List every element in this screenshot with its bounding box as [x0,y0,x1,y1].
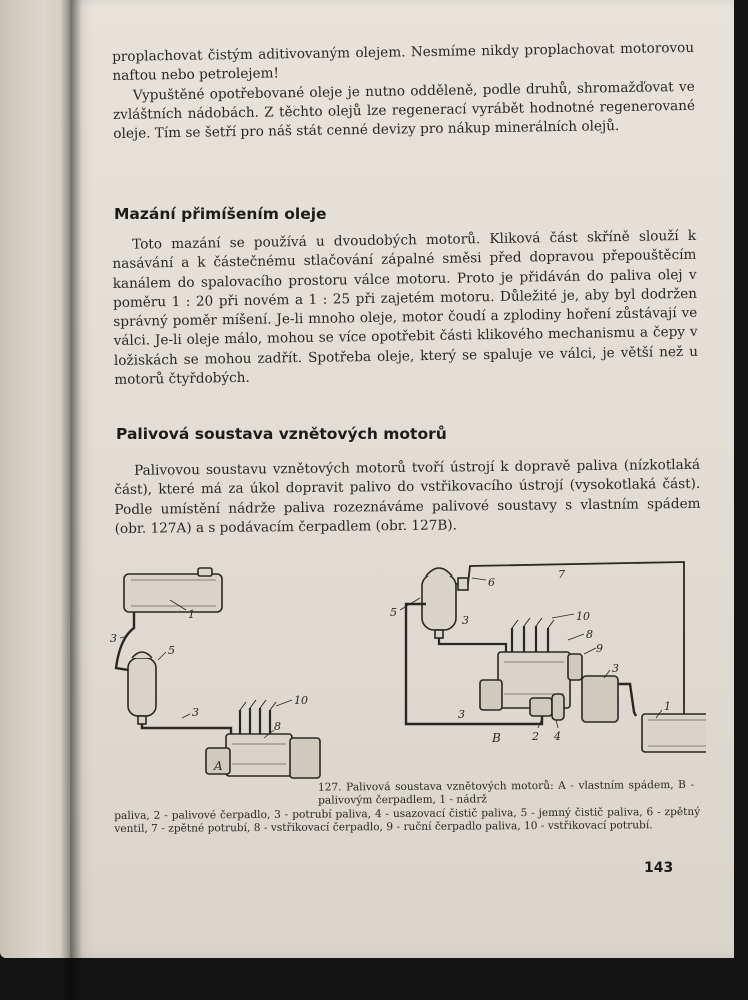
label-a-1: 1 [188,608,195,621]
book-gutter [60,0,82,1000]
tank-cap-a [198,568,212,576]
hand-pump-b [568,654,582,680]
injection-pump-a [226,734,292,776]
heading-oil-mixing: Mazání přimíšením oleje [114,205,327,223]
sediment-filter-b [552,694,564,720]
label-b-3-left: 3 [458,708,465,721]
fuel-pipe-b-filter [439,638,506,654]
label-b-2: 2 [532,730,539,743]
diagram-a [116,568,320,778]
label-a-8: 8 [274,720,281,733]
page-number: 143 [644,860,674,876]
fuel-pipe-a-lower [142,724,231,736]
figure-caption-rest: paliva, 2 - palivové čerpadlo, 3 - potrubí paliva, 4 - usazovací čistič paliva, 5 - jemný čistič paliva, 6 - zpětný ventil, 7 - zpětné potrubí, 8 - vstřikovací čerpadlo, 9 - ruční čerpadlo paliva, 10 - vstřikovací potrubí. [114,805,701,836]
fuel-system-diagram [106,558,706,798]
label-b-3-filter: 3 [462,614,469,627]
label-a-10: 10 [294,694,308,707]
paragraph-fuel-system [114,456,701,539]
paragraph-top-1: proplachovat čistým aditivovaným olejem. Nesmíme nikdy proplachovat motorovou naftou nebo petrolejem! [112,39,695,85]
label-a-3-upper: 3 [110,632,117,645]
label-b: B [492,731,501,745]
paragraph-top [112,39,695,145]
label-a: A [214,759,223,773]
fuel-system-figure [106,558,706,798]
label-a-3-lower: 3 [192,706,199,719]
label-b-8: 8 [586,628,593,641]
label-b-4: 4 [554,730,561,743]
paragraph-oil-mixing [112,227,698,391]
figure-caption-first: 127. Palivová soustava vznětových motorů: A - vlastním spádem, B - palivovým čerpadlem, 1 - nádrž [317,778,695,807]
return-valve [458,578,468,590]
diagram-b [400,562,706,752]
label-b-3-right: 3 [612,662,619,675]
fine-filter-b [422,574,456,630]
injection-pipes-b [512,626,548,652]
book-page [70,0,734,958]
label-b-7: 7 [558,568,565,581]
paragraph-top-2: Vypuštěné opotřebované oleje je nutno odděleně, podle druhů, shromažďovat ve zvláštních nádobách. Z těchto olejů lze regenerací vyrábět hodnotné regenerované oleje. Tím se šetří pro náš stát cenné devizy pro nákup minerálních olejů. [112,78,696,143]
label-b-5: 5 [390,606,397,619]
label-a-5: 5 [168,644,175,657]
label-b-6: 6 [488,576,495,589]
label-b-9: 9 [596,642,603,655]
injection-pipes-a [240,708,270,734]
label-b-1: 1 [664,700,671,713]
paragraph-fuel-system-text: Palivovou soustavu vznětových motorů tvoří ústrojí k dopravě paliva (nízkotlaká část), které má za úkol dopravit palivo do vstřikovacího ústrojí (vysokotlaká část). Podle umístění nádrže paliva rozeznáváme palivové soustavy s vlastním spádem (obr. 127A) a s podávacím čerpadlem (obr. 127B). [114,456,701,537]
feed-pump-b [530,698,552,716]
paragraph-oil-mixing-text: Toto mazání se používá u dvoudobých motorů. Kliková část skříně slouží k nasávání a k částečnému stlačování zápalné směsi před dopravou přepouštěcím kanálem do spalovacího prostoru válce motoru. Proto je přidáván do paliva olej v poměru 1 : 20 při novém a 1 : 25 při zajetém motoru. Důležité je, aby byl dodržen správný poměr míšení. Je-li mnoho oleje, motor čoudí a zplodiny hoření zůstávají ve válci. Je-li oleje málo, mohou se více opotřebit části klikového mechanismu a čepy v ložiskách se mohou zadřít. Spotřeba oleje, který se spaluje ve válci, je větší než u motorů čtyřdobých. [112,227,699,389]
heading-fuel-system: Palivová soustava vznětových motorů [116,425,447,443]
label-b-10: 10 [576,610,590,623]
fuel-pipe-b-right [618,684,636,716]
fine-filter-a [128,658,156,716]
